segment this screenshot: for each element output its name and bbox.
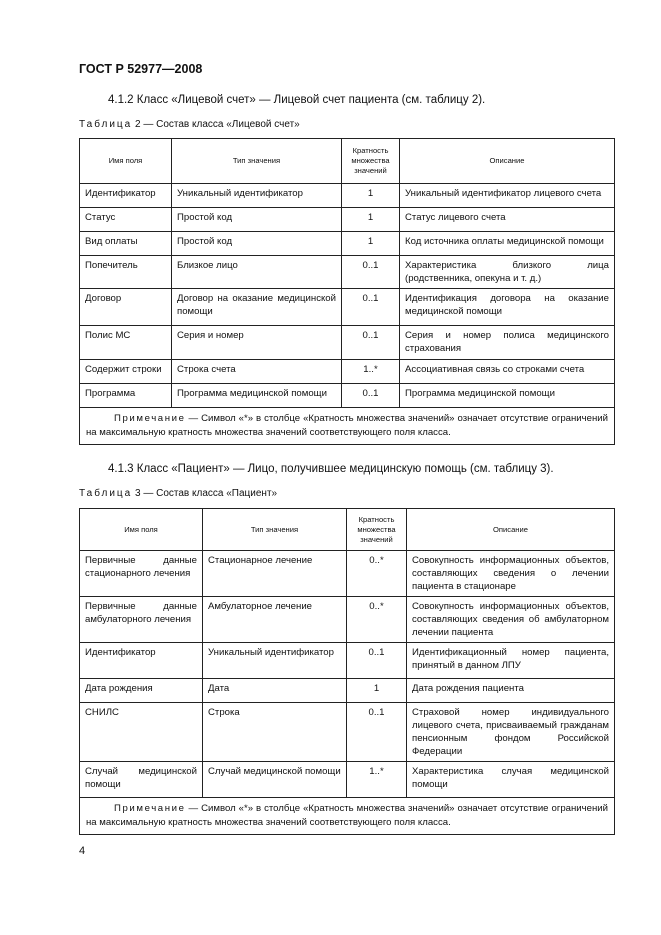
table-row (80, 551, 615, 597)
table-cell: Идентификатор (80, 184, 172, 208)
table-cell: Ассоциативная связь со строками счета (400, 360, 615, 384)
table-cell: Полис МС (80, 326, 172, 360)
table3-caption (79, 488, 277, 499)
table-cell: Программа медицинской помощи (172, 384, 342, 408)
table-cell: Вид оплаты (80, 232, 172, 256)
table-cell: 0..* (347, 597, 407, 643)
table-cell: Простой код (172, 232, 342, 256)
table-cell: 1 (342, 208, 400, 232)
table-cell: Строка счета (172, 360, 342, 384)
note-label: Примечание (114, 803, 186, 814)
table-row (80, 232, 615, 256)
col-header: Кратность множества значений (342, 139, 400, 184)
table-cell: Содержит строки (80, 360, 172, 384)
table-cell: Дата рождения (80, 679, 203, 703)
table-row (80, 703, 615, 762)
table-cell: Строка (203, 703, 347, 762)
table2-note (80, 408, 615, 445)
table-cell: 1..* (342, 360, 400, 384)
col-header: Описание (400, 139, 615, 184)
table-cell: Простой код (172, 208, 342, 232)
table-cell: Страховой номер индивидуального лицевого счета, присваиваемый гражданам пенсионным фондом Российской Федерации (407, 703, 615, 762)
table-cell: Код источника оплаты медицинской помощи (400, 232, 615, 256)
table-cell: Уникальный идентификатор (203, 643, 347, 679)
table-cell: 0..* (347, 551, 407, 597)
table-cell: СНИЛС (80, 703, 203, 762)
table-cell: 0..1 (342, 384, 400, 408)
col-header: Тип значения (203, 509, 347, 551)
table-cell: 1 (347, 679, 407, 703)
table-row (80, 208, 615, 232)
table3-caption-label: Таблица (79, 488, 133, 499)
table-3 (79, 508, 615, 835)
table-cell: Амбулаторное лечение (203, 597, 347, 643)
col-header: Тип значения (172, 139, 342, 184)
table-cell: Первичные данные стационарного лечения (80, 551, 203, 597)
table-cell: Первичные данные амбулаторного лечения (80, 597, 203, 643)
table-cell: 0..1 (347, 703, 407, 762)
table-cell: Случай медицинской помощи (203, 762, 347, 798)
table-cell: Идентификация договора на оказание медицинской помощи (400, 289, 615, 326)
table-cell: Дата (203, 679, 347, 703)
section-4-1-2: 4.1.2 Класс «Лицевой счет» — Лицевой счет пациента (см. таблицу 2). (108, 94, 486, 106)
table-cell: Совокупность информационных объектов, составляющих сведения о лечении пациента в стационаре (407, 551, 615, 597)
note-label: Примечание (114, 413, 186, 424)
table-cell: Дата рождения пациента (407, 679, 615, 703)
table-cell: 1 (342, 184, 400, 208)
col-header: Имя поля (80, 139, 172, 184)
table-cell: Договор (80, 289, 172, 326)
table-row (80, 184, 615, 208)
table-row (80, 256, 615, 289)
table-cell: Программа медицинской помощи (400, 384, 615, 408)
table-cell: Идентификатор (80, 643, 203, 679)
table-cell: 1 (342, 232, 400, 256)
table-row (80, 597, 615, 643)
table-cell: Уникальный идентификатор (172, 184, 342, 208)
table-cell: Характеристика случая медицинской помощи (407, 762, 615, 798)
table2-caption (79, 119, 300, 130)
table-cell: 0..1 (347, 643, 407, 679)
table3-note (80, 798, 615, 835)
note-text: — Символ «*» в столбце «Кратность множества значений» означает отсутствие ограничений на максимальную кратность множества значений соответствующего поля класса. (86, 413, 609, 438)
section-4-1-3: 4.1.3 Класс «Пациент» — Лицо, получившее медицинскую помощь (см. таблицу 3). (108, 463, 554, 475)
table-cell: Статус (80, 208, 172, 232)
table-cell: Программа (80, 384, 172, 408)
table-row (80, 643, 615, 679)
table-cell: Стационарное лечение (203, 551, 347, 597)
table-row (80, 679, 615, 703)
note-text: — Символ «*» в столбце «Кратность множества значений» означает отсутствие ограничений на максимальную кратность множества значений соответствующего поля класса. (86, 803, 609, 828)
table-cell: Идентификационный номер пациента, принятый в данном ЛПУ (407, 643, 615, 679)
table-row (80, 384, 615, 408)
table-cell: Близкое лицо (172, 256, 342, 289)
table-row (80, 360, 615, 384)
table-cell: 0..1 (342, 289, 400, 326)
table-cell: Договор на оказание медицинской помощи (172, 289, 342, 326)
table-cell: Случай медицинской помощи (80, 762, 203, 798)
table-row (80, 289, 615, 326)
col-header: Описание (407, 509, 615, 551)
table-cell: Серия и номер (172, 326, 342, 360)
table-cell: 0..1 (342, 256, 400, 289)
table-cell: Уникальный идентификатор лицевого счета (400, 184, 615, 208)
table-row (80, 762, 615, 798)
col-header: Имя поля (80, 509, 203, 551)
page-number: 4 (79, 845, 86, 857)
table-cell: Совокупность информационных объектов, составляющих сведения об амбулаторном лечении пациента (407, 597, 615, 643)
table-cell: 0..1 (342, 326, 400, 360)
table-2 (79, 138, 615, 445)
table-cell: 1..* (347, 762, 407, 798)
table-cell: Попечитель (80, 256, 172, 289)
col-header: Кратность множества значений (347, 509, 407, 551)
table-cell: Статус лицевого счета (400, 208, 615, 232)
table2-caption-label: Таблица (79, 119, 133, 130)
table-row (80, 326, 615, 360)
table2-caption-text: 2 — Состав класса «Лицевой счет» (135, 119, 300, 130)
table-cell: Характеристика близкого лица (родственника, опекуна и т. д.) (400, 256, 615, 289)
table-cell: Серия и номер полиса медицинского страхования (400, 326, 615, 360)
table3-caption-text: 3 — Состав класса «Пациент» (135, 488, 278, 499)
document-header: ГОСТ Р 52977—2008 (79, 62, 203, 76)
